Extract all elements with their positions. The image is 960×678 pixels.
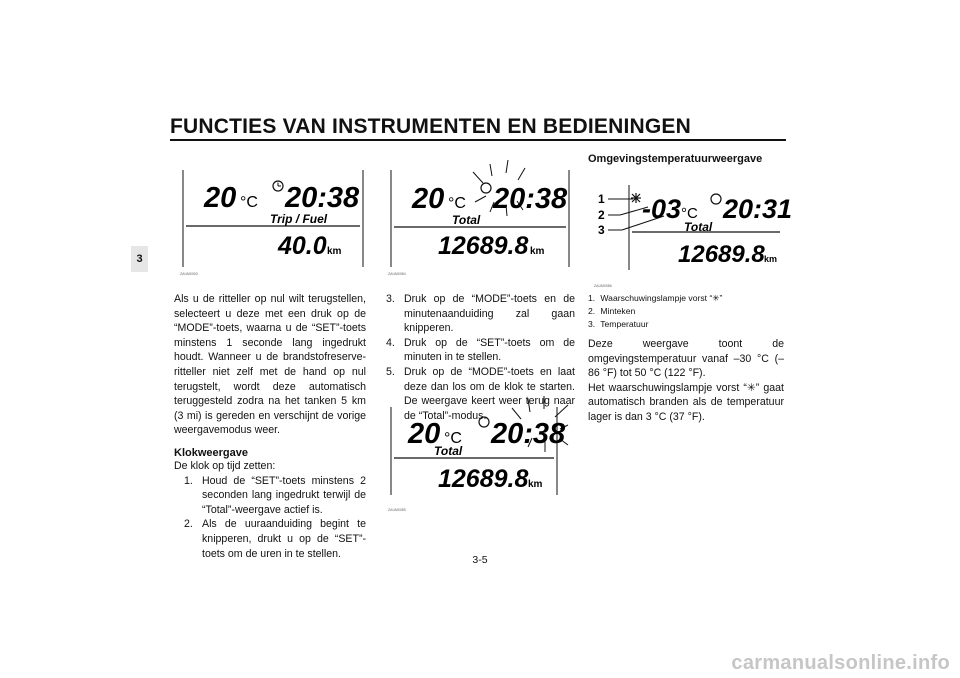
frost-warning-icon <box>631 193 641 203</box>
lcd-illustration <box>596 182 793 272</box>
display-ambient-temperature <box>596 182 793 272</box>
list-item: 4. Druk op de “SET”-toets om de minuten in te stellen. <box>386 336 575 364</box>
watermark: carmanualsonline.info <box>731 652 950 674</box>
temp-unit: °C <box>448 195 466 212</box>
clock-readout: 20:38 <box>493 183 568 215</box>
temp-unit: °C <box>444 430 462 447</box>
temp-readout: 20 <box>412 183 445 215</box>
list-item: 5. Druk op de “MODE”-toets en laat deze dan los om de klok te starten. De weergave keert weer terug naar de “Total”-modus. <box>386 365 575 422</box>
clock-icon <box>481 183 491 193</box>
clock-subheading: Klokweergave <box>174 446 248 459</box>
caption-item: 3. Temperatuur <box>588 319 649 329</box>
callout-3: 3 <box>598 223 605 237</box>
lcd-illustration <box>390 158 570 269</box>
figure-code: ZAUM0084 <box>388 272 406 276</box>
ambient-temp-subheading: Omgevingstemperatuurweergave <box>588 153 763 165</box>
temp-unit: °C <box>240 194 258 211</box>
page-title: FUNCTIES VAN INSTRUMENTEN EN BEDIENINGEN <box>170 115 691 138</box>
temp-unit: °C <box>681 205 698 222</box>
temp-readout: -03 <box>642 194 682 224</box>
page-number: 3-5 <box>472 554 488 566</box>
lcd-illustration <box>182 167 364 269</box>
mode-label: Total <box>452 213 481 227</box>
figure-code: ZAUM0086 <box>594 284 612 288</box>
figure-captions <box>588 292 784 331</box>
odometer-readout: 12689.8 <box>678 241 765 268</box>
mode-label: Total <box>434 444 463 458</box>
list-item: 1. Houd de “SET”-toets minstens 2 seconden lang ingedrukt terwijl de “Total”-weergave actief is. <box>184 474 366 516</box>
figure-code: ZAUM0085 <box>388 508 406 512</box>
odometer-readout: 12689.8 <box>438 465 529 493</box>
chapter-tab: 3 <box>131 246 148 272</box>
temp-readout: 20 <box>408 418 441 450</box>
ambient-temp-paragraph: Deze weergave toont de omgevingstemperatuur vanaf –30 °C (–86 °F) tot 50 °C (122 °F). Het waarschuwingslampje vorst “✳” gaat automatisch branden als de temperatuur lager is dan 3 °C (37 °F). <box>588 338 784 423</box>
clock-intro: De klok op tijd zetten: <box>174 459 276 472</box>
column-2 <box>386 292 575 423</box>
distance-unit: km <box>327 246 342 257</box>
header-rule <box>170 139 786 141</box>
column-3 <box>588 292 784 425</box>
list-item: 2. Als de uuraanduiding begint te knipperen, drukt u op de “SET”-toets om de uren in te stellen. <box>184 518 366 560</box>
list-item: 3. Druk op de “MODE”-toets en de minutenaanduiding zal gaan knipperen. <box>386 293 575 335</box>
clock-steps-part2 <box>386 292 575 423</box>
clock-readout: 20:38 <box>491 418 566 450</box>
column-1 <box>174 292 366 561</box>
clock-readout: 20:38 <box>285 182 360 214</box>
mode-label: Trip / Fuel <box>270 212 328 226</box>
distance-unit: km <box>530 246 545 257</box>
clock-steps-part1 <box>174 474 366 562</box>
caption-item: 2. Minteken <box>588 306 636 316</box>
odometer-readout: 12689.8 <box>438 232 529 260</box>
display-clock-hours-blink <box>390 158 570 269</box>
clock-icon <box>711 194 721 204</box>
caption-item: 1. Waarschuwingslampje vorst “✳” <box>588 293 723 303</box>
temp-readout: 20 <box>204 182 237 214</box>
distance-unit: km <box>528 479 543 490</box>
display-trip-fuel <box>182 167 364 269</box>
odometer-readout: 40.0 <box>278 232 327 260</box>
trip-reset-paragraph: Als u de ritteller op nul wilt terugstellen, selecteert u deze met een druk op de “MODE”-toets, waarna u de “SET”-toets minstens 1 seconde lang ingedrukt houdt. Wanneer u de brandstofreserve-ritteller niet zelf met de hand op nul terugstelt, wordt deze automatisch teruggesteld zodra na het tanken 5 km (3 mi) is gereden en verschijnt de vorige weergavemodus weer. <box>174 293 366 437</box>
mode-label: Total <box>684 220 713 234</box>
figure-code: ZAUM0000 <box>180 272 198 276</box>
callout-1: 1 <box>598 192 605 206</box>
clock-readout: 20:31 <box>723 194 793 224</box>
distance-unit: km <box>764 254 778 264</box>
callout-2: 2 <box>598 208 605 222</box>
